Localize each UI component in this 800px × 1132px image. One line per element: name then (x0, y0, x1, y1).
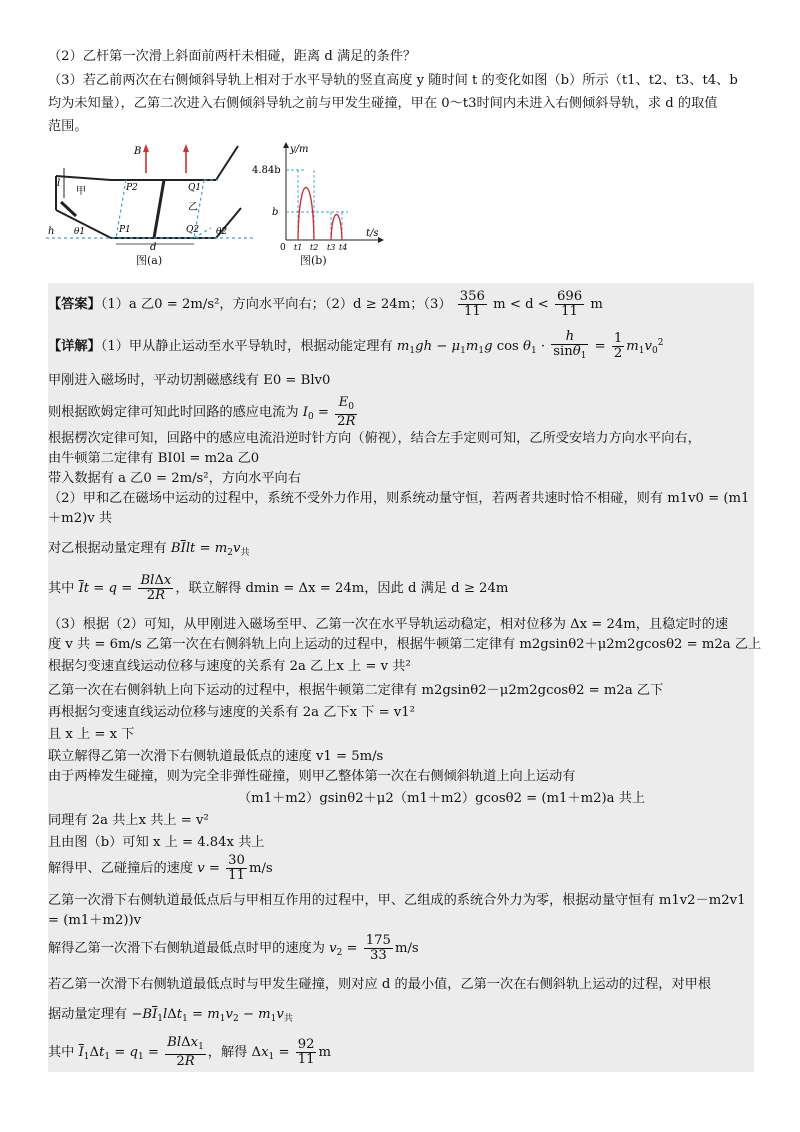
explain-l8: ＋m2)v 共 (48, 511, 113, 526)
label-jia: 甲 (76, 186, 86, 197)
explain-l17: 联立解得乙第一次滑下右侧轨道最低点的速度 v1 = 5m/s (48, 749, 384, 764)
explain-l19: （m1＋m2）gsinθ2＋μ2（m1＋m2）gcosθ2 = (m1＋m2)a 共上 (238, 791, 646, 806)
explain-l4: 根据楞次定律可知，回路中的感应电流沿逆时针方向（俯视），结合左手定则可知，乙所受安培力方向水平向右， (48, 431, 701, 446)
explain-l7: （2）甲和乙在磁场中运动的过程中，系统不受外力作用，则系统动量守恒，若两者共速时恰不相碰，则有 m1v0 = (m1 (48, 491, 750, 506)
ans-frac1-den: 11 (463, 304, 481, 319)
label-theta1: θ1 (74, 227, 86, 237)
answer-part1: （1）a 乙0 = 2m/s²，方向水平向右；（2）d ≥ 24m；（3） (100, 297, 452, 312)
explain-line-9: 对乙根据动量定理有 $B\overline{I}lt = m_2v_共$ (48, 541, 250, 558)
explain-line-3: 则根据欧姆定律可知此时回路的感应电流为 $I_0$ = $\frac{E_0}{2R}$ (48, 395, 356, 429)
figure-a-caption: 图(a) (136, 254, 163, 267)
question-2: （2）乙杆第一次滑上斜面前两杆未相碰，距离 d 满足的条件？ (48, 49, 417, 64)
label-P2: P2 (126, 183, 138, 193)
explain-l27: 据动量定理有 (48, 1007, 128, 1022)
explain-l2: 甲刚进入磁场时，平动切割磁感线有 E0 = Blv0 (48, 373, 331, 388)
answer-mid: m < d < (493, 297, 549, 312)
figure-b-caption: 图(b) (300, 254, 327, 267)
explain-l21: 且由图（b）可知 x 上 = 4.84x 共上 (48, 835, 265, 850)
question-3-line1: （3）若乙前两次在右侧倾斜导轨上相对于水平导轨的竖直高度 y 随时间 t 的变化如图（b）所示（t1、t2、t3、t4、b (48, 73, 738, 88)
explain-l28: 其中 (48, 1045, 75, 1060)
explain-l10b: ，联立解得 dmin = Δx = 24m，因此 d 满足 d ≥ 24m (175, 581, 509, 596)
ans-frac2-den: 11 (561, 304, 578, 319)
explain-l15: 再根据匀变速直线运动位移与速度的关系有 2a 乙下x 下 = v1² (48, 705, 415, 720)
figure-b (248, 140, 388, 250)
label-h: h (48, 226, 55, 237)
explain-l22: 解得甲、乙碰撞后的速度 (48, 861, 194, 876)
explain-line-10: 其中 $\overline{I}t = q$ = $\frac{\text{BlΔx}}{2R}$ ，联立解得 dmin = Δx = 24m，因此 d 满足 d ≥ 24m (48, 573, 509, 603)
label-Q1: Q1 (188, 183, 202, 193)
explain-line-25: 解得乙第一次滑下右侧轨道最低点时甲的速度为 $v_2$ = $\frac{175}{33}$ m/s (48, 933, 419, 963)
explain-line-27: 据动量定理有 $-B\overline{I}_1l\Delta t_1 = m_1v_2 - m_1v_共$ (48, 1007, 293, 1024)
explain-l13: 根据匀变速直线运动位移与速度的关系有 2a 乙上x 上 = v 共² (48, 659, 411, 674)
explain-label: 【详解】 (48, 339, 101, 354)
explain-line-28: 其中 $\overline{I}_1\Delta t_1 = q_1$ = $\frac{Bl\Delta x_1}{2R}$ ，解得 $\Delta x_1$ = $\frac{92}{11}$ m (48, 1035, 331, 1069)
answer-unit: m (590, 297, 603, 312)
explain-l16: 且 x 上 = x 下 (48, 727, 135, 742)
explain-l24: = (m1＋m2))v (48, 913, 142, 928)
x-tick-t1: t1 (294, 243, 303, 250)
answer-label: 【答案】 (48, 297, 101, 312)
y-tick-b: b (272, 207, 279, 218)
explain-l18: 由于两棒发生碰撞，则为完全非弹性碰撞，则甲乙整体第一次在右侧倾斜轨道上向上运动有 (48, 769, 576, 784)
y-axis-label: y/m (290, 144, 309, 155)
explain-l28b: ，解得 (207, 1045, 248, 1060)
label-theta2: θ2 (216, 227, 228, 237)
explain-l11: （3）根据（2）可知，从甲刚进入磁场至甲、乙第一次在水平导轨运动稳定，相对位移为 Δx = 24m，且稳定时的速 (48, 617, 729, 632)
explain-l12: 度 v 共 = 6m/s 乙第一次在右侧斜轨上向上运动的过程中，根据牛顿第二定律有 m2gsinθ2＋μ2m2gcosθ2 = m2a 乙上 (48, 637, 762, 652)
explain-l14: 乙第一次在右侧斜轨上向下运动的过程中，根据牛顿第二定律有 m2gsinθ2－μ2m2gcosθ2 = m2a 乙下 (48, 683, 664, 698)
explain-l9: 对乙根据动量定理有 (48, 541, 167, 556)
answer-line (48, 290, 603, 319)
label-P1: P1 (119, 225, 131, 235)
x-tick-0: 0 (280, 243, 286, 250)
x-tick-t4: t4 (339, 243, 348, 250)
question-3-line2: 均为未知量），乙第二次进入右侧倾斜导轨之前与甲发生碰撞，甲在 0～t3时间内未进入右侧倾斜导轨，求 d 的取值 (48, 96, 718, 111)
x-tick-t2: t2 (310, 243, 319, 250)
label-Q2: Q2 (186, 225, 200, 235)
explain-l3: 则根据欧姆定律可知此时回路的感应电流为 (48, 405, 299, 420)
label-l: l (57, 178, 61, 189)
explain-l23: 乙第一次滑下右侧轨道最低点后与甲相互作用的过程中，甲、乙组成的系统合外力为零，根据动量守恒有 m1v2－m2v1 (48, 893, 746, 908)
label-d: d (150, 242, 157, 250)
y-tick-4.84b: 4.84b (252, 165, 281, 176)
explain-l26: 若乙第一次滑下右侧轨道最低点时与甲发生碰撞，则对应 d 的最小值，乙第一次在右侧斜轨上运动的过程，对甲根 (48, 977, 712, 992)
explain-l20: 同理有 2a 共上x 共上 = v² (48, 813, 209, 828)
explain-l5: 由牛顿第二定律有 BI0l = m2a 乙0 (48, 451, 260, 466)
explain-l1: （1）甲从静止运动至水平导轨时，根据动能定理有 (100, 339, 393, 354)
explain-l10: 其中 (48, 581, 75, 596)
explain-line-22: 解得甲、乙碰撞后的速度 v = $\frac{30}{11}$ m/s (48, 853, 273, 883)
x-tick-t3: t3 (327, 243, 336, 250)
explain-l25: 解得乙第一次滑下右侧轨道最低点时甲的速度为 (48, 941, 325, 956)
explain-line-1: 【详解】（1）甲从静止运动至水平导轨时，根据动能定理有 $m_1gh - \mu_1m_1g$ $\cos \theta_1$ · $\frac{h}{\sin\theta_1}$ = $\frac{1}{2}$ $m_1v_0^2$ (48, 329, 664, 361)
ans-frac2-num: 696 (556, 289, 583, 304)
label-B: B (134, 146, 142, 157)
explain-l6: 带入数据有 a 乙0 = 2m/s²，方向水平向右 (48, 471, 301, 486)
x-axis-label: t/s (366, 228, 379, 239)
label-yi: 乙 (188, 202, 198, 213)
question-3-line3: 范围。 (48, 119, 88, 134)
ans-frac1-num: 356 (459, 289, 485, 304)
figure-a (46, 138, 256, 250)
